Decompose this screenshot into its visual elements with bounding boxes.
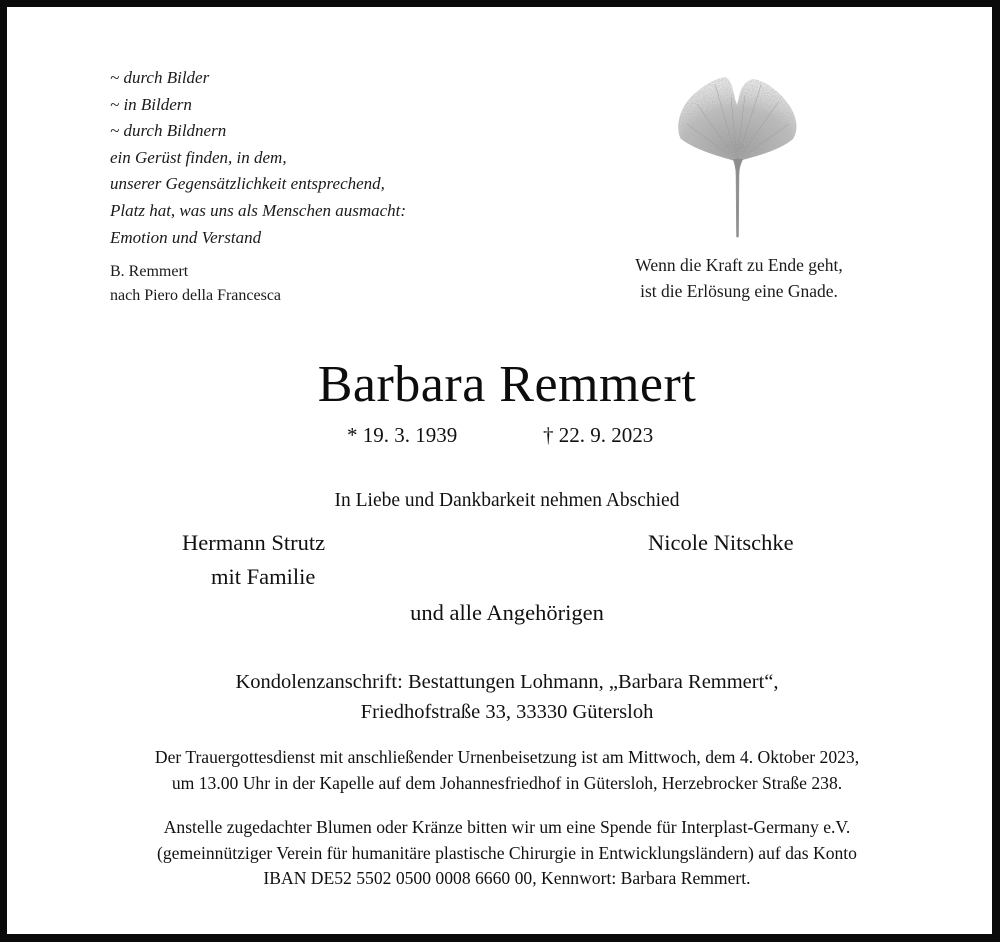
- quote: [579, 252, 899, 304]
- quote-line: ist die Erlösung eine Gnade.: [640, 281, 838, 301]
- condolence-line: Friedhofstraße 33, 33330 Gütersloh: [360, 701, 654, 723]
- poem-line: Platz hat, was uns als Menschen ausmacht:: [110, 200, 407, 220]
- poem-line: ~ in Bildern: [110, 94, 192, 114]
- quote-line: Wenn die Kraft zu Ende geht,: [635, 255, 843, 275]
- poem-attribution: [110, 260, 281, 308]
- donation-line: Anstelle zugedachter Blumen oder Kränze bitten wir um eine Spende für Interplast-Germany e.V.: [163, 817, 851, 837]
- mourner-nicole-nitschke: Nicole Nitschke: [648, 530, 794, 555]
- ginkgo-leaf-icon: [667, 69, 807, 241]
- donation-line: IBAN DE52 5502 0500 0008 6660 00, Kennwort: Barbara Remmert.: [263, 868, 751, 888]
- mourner-hermann-strutz: Hermann Strutz: [182, 530, 326, 555]
- poem-line: ~ durch Bilder: [110, 68, 210, 87]
- death-date: † 22. 9. 2023: [543, 423, 654, 447]
- mourner-family-note: mit Familie: [211, 564, 316, 589]
- poem-author: B. Remmert: [110, 263, 189, 280]
- mourner-relatives: und alle Angehörigen: [410, 600, 604, 625]
- poem-source: nach Piero della Francesca: [110, 287, 282, 304]
- donation-info: [7, 815, 1000, 892]
- poem-line: ein Gerüst finden, in dem,: [110, 147, 287, 167]
- poem: [110, 65, 406, 251]
- farewell-line: In Liebe und Dankbarkeit nehmen Abschied: [334, 490, 680, 511]
- condolence-line: Kondolenzanschrift: Bestattungen Lohmann, „Barbara Remmert“,: [235, 671, 779, 693]
- poem-line: ~ durch Bildnern: [110, 121, 227, 141]
- service-info: [7, 745, 1000, 796]
- poem-line: Emotion und Verstand: [110, 227, 262, 247]
- donation-line: (gemeinnütziger Verein für humanitäre plastische Chirurgie in Entwicklungsländern) auf das Konto: [157, 842, 857, 863]
- birth-date: * 19. 3. 1939: [347, 423, 458, 447]
- service-line: Der Trauergottesdienst mit anschließender Urnenbeisetzung ist am Mittwoch, dem 4. Oktober 2023,: [154, 747, 860, 767]
- service-line: um 13.00 Uhr in der Kapelle auf dem Johannesfriedhof in Gütersloh, Herzebrocker Straße 238.: [171, 772, 843, 793]
- deceased-name: Barbara Remmert: [317, 356, 697, 413]
- poem-line: unserer Gegensätzlichkeit entsprechend,: [110, 174, 385, 194]
- condolence-address: [7, 667, 1000, 727]
